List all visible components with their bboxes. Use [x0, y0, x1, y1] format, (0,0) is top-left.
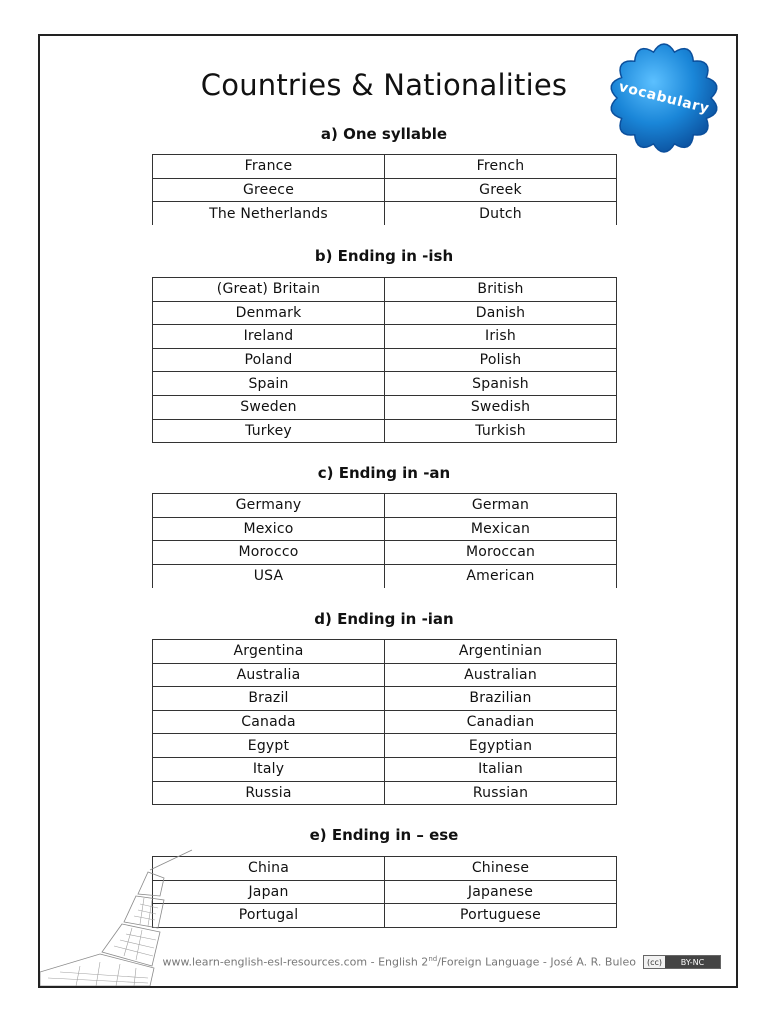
badge-label: vocabulary	[617, 79, 711, 117]
table-row	[153, 757, 617, 781]
footer-superscript: nd	[428, 955, 438, 963]
country-cell: Brazil	[153, 687, 385, 711]
table-row	[153, 372, 617, 396]
cc-license-badge	[643, 955, 721, 969]
country-cell: (Great) Britain	[153, 278, 385, 302]
country-cell: Italy	[153, 757, 385, 781]
nationality-cell: French	[385, 155, 617, 179]
nationality-cell: Australian	[385, 663, 617, 687]
nationality-cell: Greek	[385, 178, 617, 202]
country-cell: Egypt	[153, 734, 385, 758]
nationality-cell: Italian	[385, 757, 617, 781]
country-cell: Turkey	[153, 419, 385, 443]
nationality-cell: Irish	[385, 325, 617, 349]
country-cell: Mexico	[153, 517, 385, 541]
page-title: Countries & Nationalities	[200, 68, 568, 102]
footer-text-rest: /Foreign Language - José A. R. Buleo	[437, 955, 636, 969]
nationality-cell: Brazilian	[385, 687, 617, 711]
table-row	[153, 202, 617, 226]
table-row	[153, 395, 617, 419]
table-ending-ese	[152, 856, 617, 928]
country-cell: Canada	[153, 710, 385, 734]
country-cell: Argentina	[153, 640, 385, 664]
nationality-cell: Egyptian	[385, 734, 617, 758]
table-row	[153, 325, 617, 349]
table-ending-ian	[152, 639, 617, 805]
table-one-syllable	[152, 154, 617, 225]
country-cell: Morocco	[153, 541, 385, 565]
table-row	[153, 348, 617, 372]
nationality-cell: British	[385, 278, 617, 302]
table-row	[153, 640, 617, 664]
nationality-cell: Moroccan	[385, 541, 617, 565]
country-cell: China	[153, 857, 385, 881]
section-heading-ending-an: c) Ending in -an	[317, 464, 451, 482]
table-row	[153, 687, 617, 711]
nationality-cell: Chinese	[385, 857, 617, 881]
section-heading-ending-ian: d) Ending in -ian	[314, 610, 454, 628]
country-cell: Russia	[153, 781, 385, 805]
nationality-cell: Japanese	[385, 880, 617, 904]
table-row	[153, 781, 617, 805]
table-row	[153, 734, 617, 758]
cc-license-type: BY-NC	[665, 956, 720, 968]
cc-label: (cc)	[647, 957, 663, 967]
footer-credit	[0, 955, 636, 969]
country-cell: Greece	[153, 178, 385, 202]
country-cell: Germany	[153, 494, 385, 518]
nationality-cell: Canadian	[385, 710, 617, 734]
table-row	[153, 301, 617, 325]
table-row	[153, 155, 617, 179]
nationality-cell: Polish	[385, 348, 617, 372]
table-ending-an	[152, 493, 617, 588]
nationality-cell: Portuguese	[385, 904, 617, 928]
nationality-cell: German	[385, 494, 617, 518]
table-row	[153, 880, 617, 904]
country-cell: Spain	[153, 372, 385, 396]
country-cell: The Netherlands	[153, 202, 385, 226]
table-row	[153, 419, 617, 443]
table-row	[153, 517, 617, 541]
country-cell: Japan	[153, 880, 385, 904]
country-cell: Ireland	[153, 325, 385, 349]
nationality-cell: American	[385, 564, 617, 588]
country-cell: Australia	[153, 663, 385, 687]
country-cell: USA	[153, 564, 385, 588]
nationality-cell: Swedish	[385, 395, 617, 419]
table-row	[153, 904, 617, 928]
table-row	[153, 178, 617, 202]
table-row	[153, 541, 617, 565]
table-ending-ish	[152, 277, 617, 443]
footer-text: www.learn-english-esl-resources.com - English 2	[162, 955, 429, 969]
country-cell: Portugal	[153, 904, 385, 928]
nationality-cell: Dutch	[385, 202, 617, 226]
section-heading-ending-ish: b) Ending in -ish	[314, 247, 454, 265]
section-heading-ending-ese: e) Ending in – ese	[309, 826, 459, 844]
country-cell: France	[153, 155, 385, 179]
country-cell: Sweden	[153, 395, 385, 419]
country-cell: Denmark	[153, 301, 385, 325]
nationality-cell: Turkish	[385, 419, 617, 443]
country-cell: Poland	[153, 348, 385, 372]
nationality-cell: Argentinian	[385, 640, 617, 664]
table-row	[153, 710, 617, 734]
table-row	[153, 564, 617, 588]
nationality-cell: Spanish	[385, 372, 617, 396]
section-heading-one-syllable: a) One syllable	[320, 125, 448, 143]
table-row	[153, 663, 617, 687]
table-row	[153, 278, 617, 302]
table-row	[153, 857, 617, 881]
nationality-cell: Danish	[385, 301, 617, 325]
nationality-cell: Russian	[385, 781, 617, 805]
table-row	[153, 494, 617, 518]
nationality-cell: Mexican	[385, 517, 617, 541]
